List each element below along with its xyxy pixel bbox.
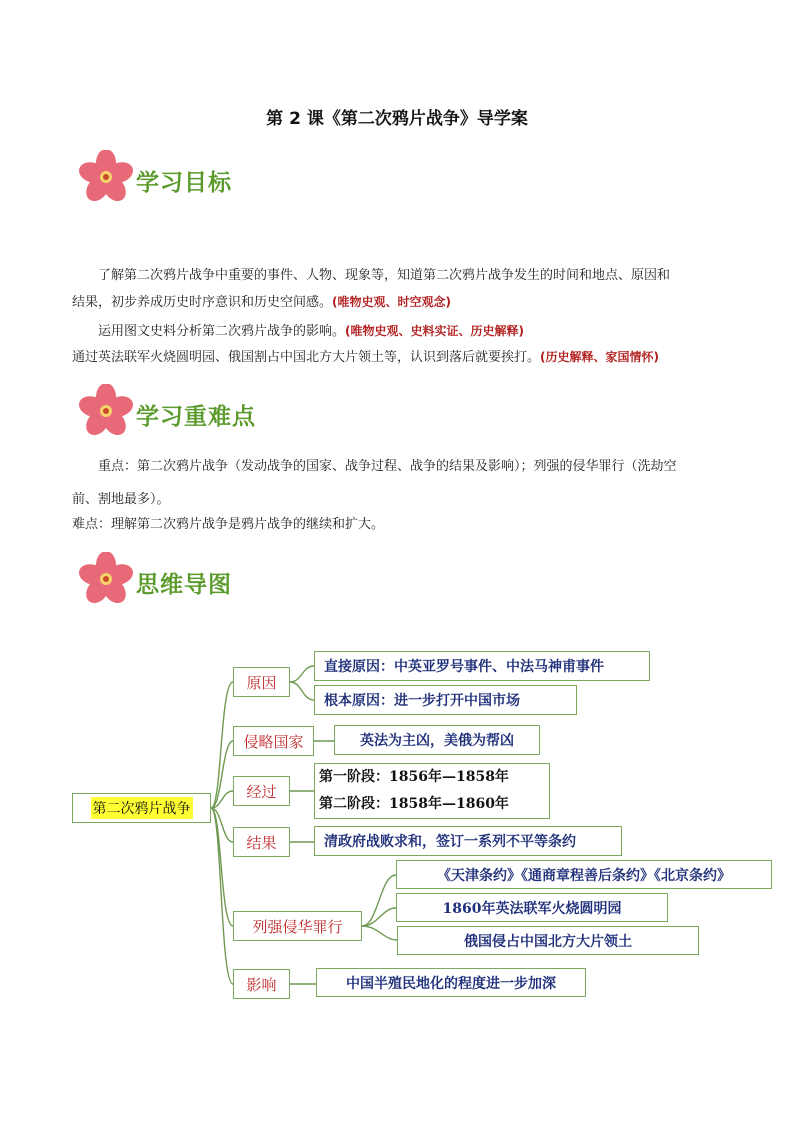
leaf-stages [314, 763, 550, 819]
leaf-impact: 中国半殖民地化的程度进一步加深 [316, 968, 586, 997]
difficulty-line: 难点：理解第二次鸦片战争是鸦片战争的继续和扩大。 [72, 517, 385, 532]
branch-result: 结果 [233, 827, 290, 857]
section-title: 学习目标 [136, 170, 232, 196]
objective-line-1: 了解第二次鸦片战争中重要的事件、人物、现象等，知道第二次鸦片战争发生的时间和地点、原因和 [98, 268, 671, 283]
leaf-old-summer-palace: 1860年英法联军火烧圆明园 [396, 893, 668, 922]
leaf-root-cause: 根本原因：进一步打开中国市场 [314, 685, 577, 715]
key-point-line-2: 前、割地最多）。 [72, 492, 170, 507]
branch-cause: 原因 [233, 667, 290, 697]
page-title: 第 2 课《第二次鸦片战争》导学案 [266, 109, 528, 129]
objective-line-4: 通过英法联军火烧圆明园、俄国割占中国北方大片领土等，认识到落后就要挨打。(历史解释、家国情怀) [72, 350, 659, 365]
leaf-treaties: 《天津条约》《通商章程善后条约》《北京条约》 [396, 860, 772, 889]
branch-process: 经过 [233, 776, 290, 806]
branch-crimes: 列强侵华罪行 [233, 911, 362, 941]
stage-two: 第二阶段：1858年—1860年 [319, 796, 509, 812]
section-title: 学习重难点 [136, 404, 256, 430]
branch-aggressors: 侵略国家 [233, 726, 314, 756]
leaf-aggressors: 英法为主凶，美俄为帮凶 [334, 725, 540, 755]
leaf-result: 清政府战败求和，签订一系列不平等条约 [314, 826, 622, 856]
mind-map-root: 第二次鸦片战争 [72, 793, 211, 823]
objective-line-3: 运用图文史料分析第二次鸦片战争的影响。(唯物史观、史料实证、历史解释) [98, 324, 524, 339]
section-title: 思维导图 [136, 572, 232, 598]
stage-one: 第一阶段：1856年—1858年 [319, 769, 509, 785]
objective-line-2: 结果，初步养成历史时序意识和历史空间感。(唯物史观、时空观念) [72, 295, 451, 310]
leaf-direct-cause: 直接原因：中英亚罗号事件、中法马神甫事件 [314, 651, 650, 681]
leaf-russian-territory: 俄国侵占中国北方大片领土 [397, 926, 699, 955]
key-point-line-1: 重点：第二次鸦片战争（发动战争的国家、战争过程、战争的结果及影响）；列强的侵华罪行（洗劫空 [98, 459, 677, 474]
branch-impact: 影响 [233, 969, 290, 999]
